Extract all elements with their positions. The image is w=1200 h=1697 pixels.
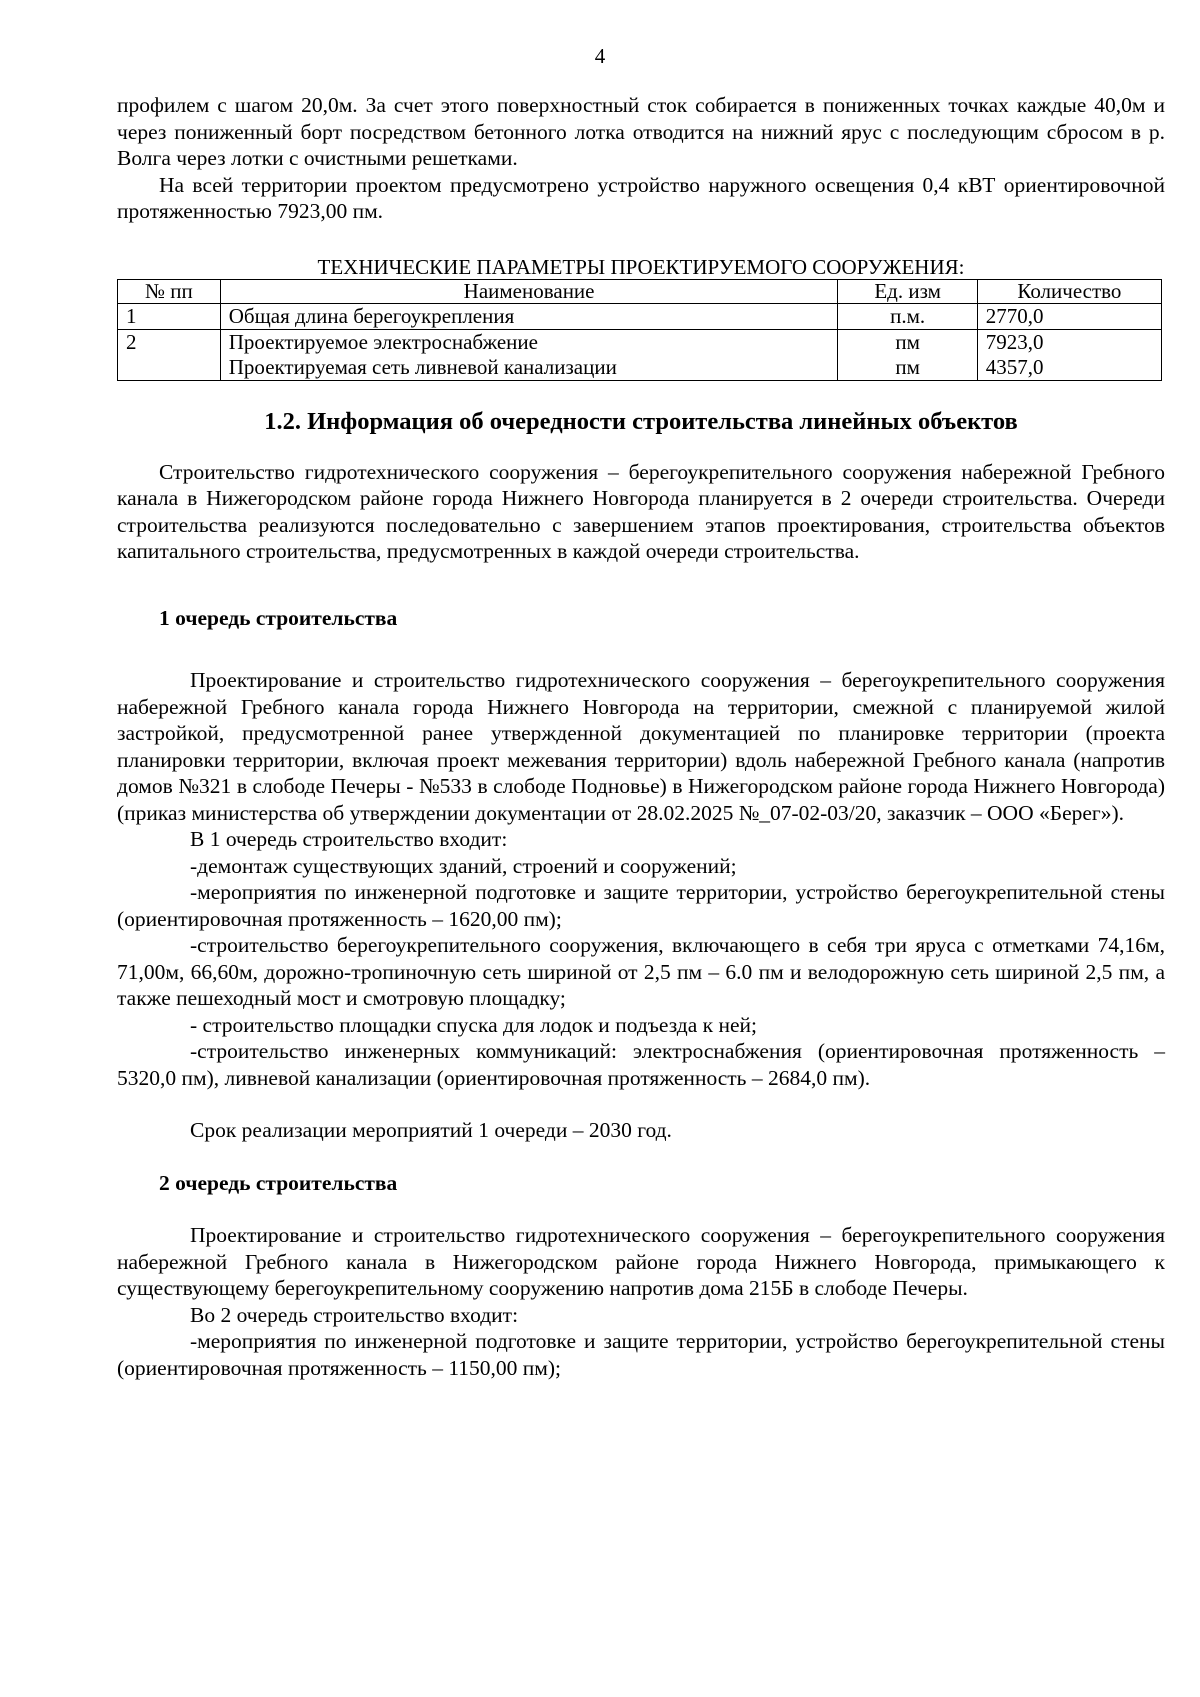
- header-num: № пп: [118, 279, 221, 303]
- cell-num: 2: [118, 329, 221, 355]
- stage2-heading: 2 очередь строительства: [159, 1170, 398, 1195]
- cell-unit: пм: [838, 329, 977, 355]
- stage1-item: -строительство инженерных коммуникаций: электроснабжения (ориентировочная протяженность – 5320,0 пм), ливневой канализации (ориентировочная протяженность – 2684,0 пм).: [117, 1039, 1165, 1090]
- stage2-item: -мероприятия по инженерной подготовке и защите территории, устройство берегоукрепительной стены (ориентировочная протяженность – 1150,00 пм);: [117, 1329, 1165, 1380]
- cell-name: Проектируемая сеть ливневой канализации: [220, 355, 838, 381]
- table-row: [118, 355, 1162, 381]
- cell-qty: 2770,0: [977, 303, 1161, 329]
- table-title: ТЕХНИЧЕСКИЕ ПАРАМЕТРЫ ПРОЕКТИРУЕМОГО СООРУЖЕНИЯ:: [317, 254, 965, 279]
- header-unit: Ед. изм: [838, 279, 977, 303]
- cell-name: Проектируемое электроснабжение: [220, 329, 838, 355]
- stage2-paragraph: Проектирование и строительство гидротехнического сооружения – берегоукрепительного сооружения набережной Гребного канала в Нижегородском районе города Нижнего Новгорода, примыкающего к существующему берегоукрепительному сооружению напротив дома 215Б в слободе Печеры.: [117, 1223, 1165, 1300]
- table-row: [118, 329, 1162, 355]
- header-qty: Количество: [977, 279, 1161, 303]
- stage1-paragraph: Проектирование и строительство гидротехнического сооружения – берегоукрепительного сооружения набережной Гребного канала города Нижнего Новгорода на территории, смежной с планируемой жилой застройкой, предусмотренной ранее утвержденной документацией по планировке территории (проекта планировки территории, включая проект межевания территории) вдоль набережной Гребного канала (напротив домов №321 в слободе Печеры - №533 в слободе Подновье) в Нижегородском районе города Нижнего Новгорода) (приказ министерства об утверждении документации от 28.02.2025 №_07-02-03/20, заказчик – ООО «Берег»).: [117, 668, 1165, 825]
- stage1-item: -мероприятия по инженерной подготовке и защите территории, устройство берегоукрепительной стены (ориентировочная протяженность – 1620,00 пм);: [117, 880, 1165, 931]
- cell-num: 1: [118, 303, 221, 329]
- stage1-item: -демонтаж существующих зданий, строений и сооружений;: [190, 853, 737, 878]
- cell-qty: 7923,0: [977, 329, 1161, 355]
- stage1-includes: В 1 очередь строительство входит:: [190, 827, 508, 851]
- section-heading: 1.2. Информация об очередности строительства линейных объектов: [264, 407, 1018, 435]
- page-number: 4: [594, 44, 606, 68]
- stage1-deadline: Срок реализации мероприятий 1 очереди – 2030 год.: [190, 1118, 672, 1142]
- section-paragraph: Строительство гидротехнического сооружения – берегоукрепительного сооружения набережной Гребного канала в Нижегородском районе города Нижнего Новгорода планируется в 2 очереди строительства. Очереди строительства реализуются последовательно с завершением этапов проектирования, строительства объектов капитального строительства, предусмотренных в каждой очереди строительства.: [117, 459, 1165, 563]
- header-name: Наименование: [220, 279, 838, 303]
- table-header-row: [118, 279, 1162, 303]
- table-row: [118, 303, 1162, 329]
- cell-num: [118, 355, 221, 381]
- parameters-table: [117, 279, 1162, 381]
- cell-unit: пм: [838, 355, 977, 381]
- cell-unit: п.м.: [838, 303, 977, 329]
- stage1-item: - строительство площадки спуска для лодок и подъезда к ней;: [190, 1012, 757, 1037]
- cell-qty: 4357,0: [977, 355, 1161, 381]
- stage1-heading: 1 очередь строительства: [159, 605, 398, 630]
- intro-paragraph-1: профилем с шагом 20,0м. За счет этого поверхностный сток собирается в пониженных точках каждые 40,0м и через пониженный борт посредством бетонного лотка отводится на нижний ярус с последующим сбросом в р. Волга через лотки с очистными решетками.: [117, 93, 1165, 170]
- stage2-includes: Во 2 очередь строительство входит:: [190, 1302, 519, 1327]
- stage1-item: -строительство берегоукрепительного сооружения, включающего в себя три яруса с отметками 74,16м, 71,00м, 66,60м, дорожно-тропиночную сеть шириной от 2,5 пм – 6.0 пм и велодорожную сеть шириной 2,5 пм, а также пешеходный мост и смотровую площадку;: [117, 933, 1165, 1010]
- intro-paragraph-2: На всей территории проектом предусмотрено устройство наружного освещения 0,4 кВТ ориентировочной протяженностью 7923,00 пм.: [117, 172, 1165, 223]
- document-body: [117, 92, 1165, 1381]
- cell-name: Общая длина берегоукрепления: [220, 303, 838, 329]
